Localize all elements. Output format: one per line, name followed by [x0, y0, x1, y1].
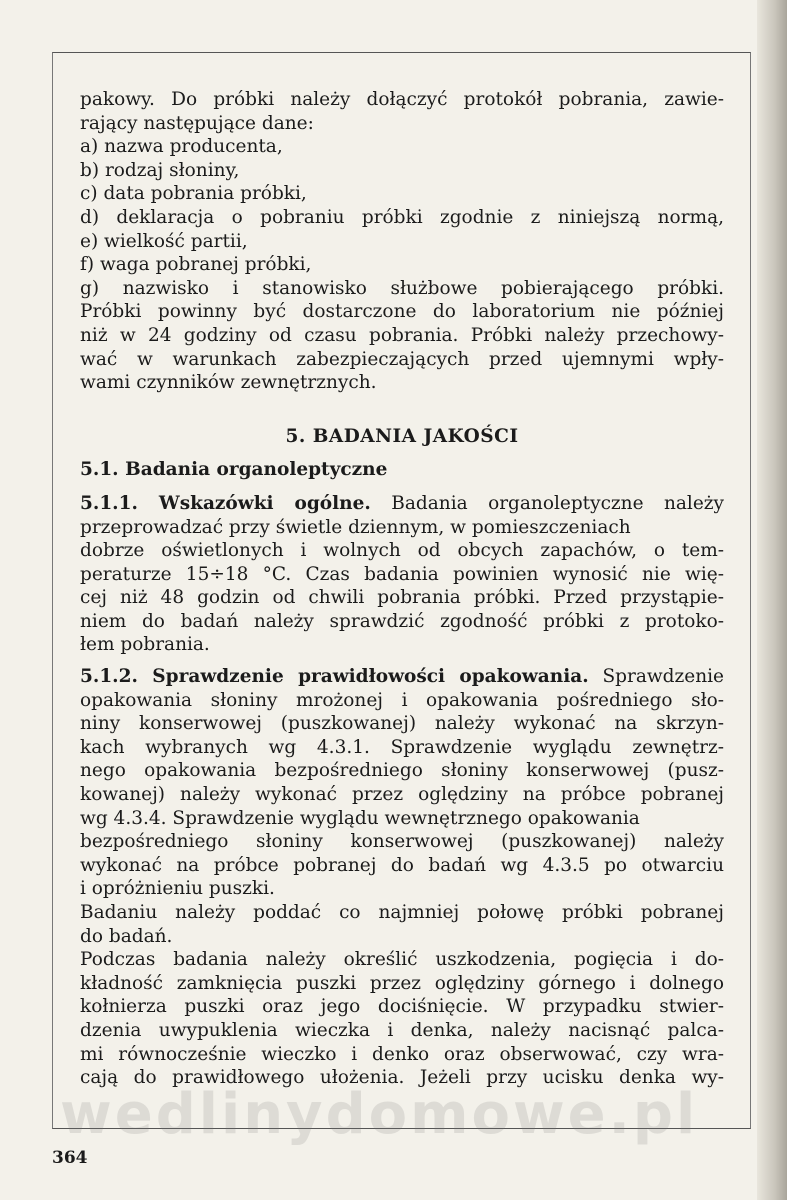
text-line: a) nazwa producenta,: [80, 136, 283, 158]
page-edge-shadow: [757, 0, 787, 1200]
text-line: peraturze 15÷18 °C. Czas badania powinien wynosić nie wię-: [80, 563, 724, 585]
text-line: Próbki powinny być dostarczone do laboratorium nie później: [80, 301, 724, 323]
paragraph-5-1-1-first-rest: Badania organoleptyczne należy: [391, 492, 724, 514]
text-line: pakowy. Do próbki należy dołączyć protokół pobrania, zawie-: [80, 89, 724, 110]
text-line: Badaniu należy poddać co najmniej połowę próbki pobranej: [80, 902, 724, 923]
text-line: e) wielkość partii,: [80, 230, 248, 252]
text-line: b) rodzaj słoniny,: [80, 159, 240, 181]
text-line: g) nazwisko i stanowisko służbowe pobierającego próbki.: [80, 277, 724, 299]
text-line: nego opakowania bezpośredniego słoniny konserwowej (pusz-: [80, 760, 724, 782]
intro-paragraph: [80, 88, 724, 395]
paragraph-5-1-1-body: [80, 516, 724, 658]
text-line: cają do prawidłowego ułożenia. Jeżeli przy ucisku denka wy-: [80, 1067, 724, 1089]
text-line: cej niż 48 godzin od chwili pobrania próbki. Przed przystąpie-: [80, 587, 724, 609]
text-line: kołnierza puszki oraz jego dociśnięcie. W przypadku stwier-: [80, 996, 724, 1018]
text-line: niż w 24 godziny od czasu pobrania. Próbki należy przechowy-: [80, 324, 724, 346]
text-line: bezpośredniego słoniny konserwowej (puszkowanej) należy: [80, 831, 724, 853]
text-line: f) waga pobranej próbki,: [80, 254, 312, 276]
text-line: kowanej) należy wykonać przez oględziny na próbce pobranej: [80, 784, 724, 806]
paragraph-5-1-1-heading: 5.1.1. Wskazówki ogólne.: [80, 492, 371, 514]
paragraph-5-1-2-first-rest: Sprawdzenie: [602, 666, 724, 688]
paragraph-5-1-2-body: [80, 689, 724, 1090]
text-line: c) data pobrania próbki,: [80, 183, 307, 205]
text-line: do badań.: [80, 925, 173, 947]
page-number: 364: [52, 1148, 88, 1168]
paragraph-5-1-2-first-line: [80, 665, 724, 689]
text-line: rający następujące dane:: [80, 112, 314, 134]
page-text: [80, 88, 724, 1090]
text-line: kach wybranych wg 4.3.1. Sprawdzenie wyglądu zewnętrz-: [80, 736, 724, 758]
text-line: mi równocześnie wieczko i denko oraz obserwować, czy wra-: [80, 1043, 724, 1065]
paragraph-5-1-1-first-line: [80, 492, 724, 516]
paragraph-5-1-2: [80, 665, 724, 1090]
paragraph-5-1-2-heading: 5.1.2. Sprawdzenie prawidłowości opakowania.: [80, 666, 589, 688]
text-line: dobrze oświetlonych i wolnych od obcych zapachów, o tem-: [80, 540, 724, 562]
paragraph-5-1-1: [80, 492, 724, 657]
text-line: łem pobrania.: [80, 634, 210, 656]
text-line: kładność zamknięcia puszki przez oględziny górnego i dolnego: [80, 972, 724, 994]
text-line: wami czynników zewnętrznych.: [80, 372, 377, 394]
text-line: opakowania słoniny mrożonej i opakowania pośredniego sło-: [80, 689, 724, 711]
section-heading: 5. BADANIA JAKOŚCI: [285, 425, 519, 447]
text-line: d) deklaracja o pobraniu próbki zgodnie z niniejszą normą,: [80, 206, 724, 228]
text-line: wg 4.3.4. Sprawdzenie wyglądu wewnętrznego opakowania: [80, 807, 640, 829]
text-line: przeprowadzać przy świetle dziennym, w pomieszczeniach: [80, 516, 631, 538]
text-line: wać w warunkach zabezpieczających przed ujemnymi wpły-: [80, 348, 724, 370]
watermark: wedlinydomowe.pl: [60, 1082, 699, 1147]
text-line: niem do badań należy sprawdzić zgodność próbki z protoko-: [80, 610, 724, 632]
text-line: Podczas badania należy określić uszkodzenia, pogięcia i do-: [80, 949, 724, 971]
spacer: [80, 657, 724, 665]
text-line: dzenia uwypuklenia wieczka i denka, należy nacisnąć palca-: [80, 1019, 724, 1041]
text-line: i opróżnieniu puszki.: [80, 878, 275, 900]
text-line: niny konserwowej (puszkowanej) należy wykonać na skrzyn-: [80, 713, 724, 735]
text-line: wykonać na próbce pobranej do badań wg 4.3.5 po otwarciu: [80, 854, 724, 876]
subsection-heading: 5.1. Badania organoleptyczne: [80, 459, 388, 481]
